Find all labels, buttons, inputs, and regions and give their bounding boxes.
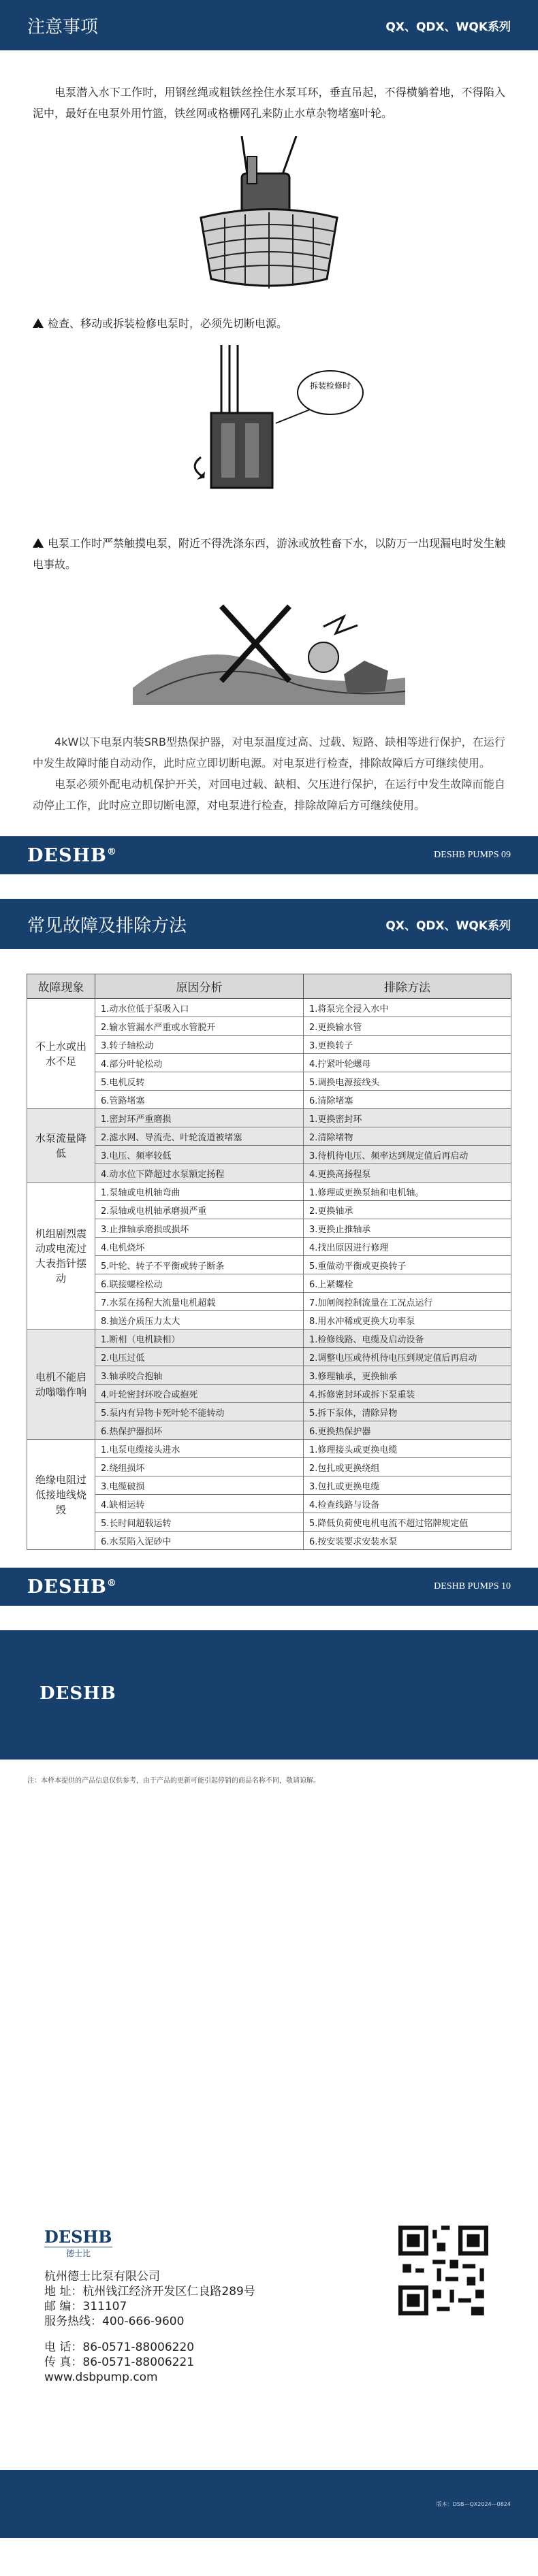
remedy-cell: 2.更换轴承 [304,1201,511,1219]
page-09-header [0,0,538,50]
cause-cell: 3.电缆破损 [95,1476,304,1495]
fault-symptom-cell: 绝缘电阻过低接地线烧毁 [27,1440,95,1550]
page-gap [0,1606,538,1630]
brand-logo [27,1576,117,1598]
cause-cell: 3.止推轴承磨损或损坏 [95,1219,304,1238]
registered-mark: ® [106,846,117,857]
page-10-footer [0,1568,538,1606]
warning-text: 检查、移动或拆装检修电泵时，必须先切断电源。 [48,317,288,330]
remedy-cell: 6.上紧螺栓 [304,1274,511,1293]
fault-symptom-cell: 水泵流量降低 [27,1109,95,1183]
troubleshooting-table [27,974,511,1550]
remedy-cell: 5.重做动平衡或更换转子 [304,1256,511,1274]
table-row [27,1127,511,1146]
callout-text: 拆装检修时 [309,381,351,391]
cause-cell: 6.管路堵塞 [95,1091,304,1109]
table-row [27,1440,511,1458]
cause-cell: 1.密封环严重磨损 [95,1109,304,1127]
table-row [27,1274,511,1293]
motor-switch-paragraph: 电泵必须外配电动机保护开关，对回电过载、缺相、欠压进行保护，在运行中发生故障而能自动停止工作，此时应立即切断电源，对电泵进行检查，排除故障后方可继续使用。 [33,778,505,812]
cause-cell: 2.绕组损坏 [95,1458,304,1476]
table-row [27,1054,511,1072]
remedy-cell: 5.调换电源接线头 [304,1072,511,1091]
cause-cell: 7.水泵在扬程大流量电机超载 [95,1293,304,1311]
brand-text: DESHB [27,1576,107,1598]
cause-cell: 2.输水管漏水严重或水管脱开 [95,1017,304,1036]
remedy-cell: 6.按安装要求安装水泵 [304,1532,511,1550]
back-cover-header [0,1630,538,1760]
back-brand: DESHB [39,1683,116,1704]
table-row [27,1036,511,1054]
remedy-cell: 2.清除堵物 [304,1127,511,1146]
table-row [27,1421,511,1440]
logo-text: DESHB [44,2227,112,2247]
company-tel: 电 话：86-0571-88006220 [44,2341,195,2354]
company-name: 杭州德士比泵有限公司 [44,2270,160,2283]
cause-cell: 5.电机反转 [95,1072,304,1091]
cause-cell: 4.叶轮密封环咬合或抱死 [95,1385,304,1403]
company-logo [44,2227,112,2259]
remedy-cell: 3.更换止推轴承 [304,1219,511,1238]
page-gap [0,874,538,899]
cause-cell: 1.断相（电机缺相） [95,1330,304,1348]
qr-code [398,2226,488,2315]
remedy-cell: 4.检查线路与设备 [304,1495,511,1513]
pump-in-basket-illustration [160,136,378,293]
table-row [27,1256,511,1274]
table-row [27,1091,511,1109]
cause-cell: 1.泵轴或电机轴弯曲 [95,1183,304,1201]
warning-no-touch [0,533,538,575]
cause-cell: 6.热保护器损坏 [95,1421,304,1440]
table-row [27,1495,511,1513]
remedy-cell: 2.更换输水管 [304,1017,511,1036]
cause-cell: 3.转子轴松动 [95,1036,304,1054]
fault-symptom-cell: 不上水或出水不足 [27,999,95,1109]
remedy-cell: 5.拆下泵体，清除异物 [304,1403,511,1421]
remedy-cell: 1.将泵完全浸入水中 [304,999,511,1017]
remedy-cell: 3.修理轴承，更换轴承 [304,1366,511,1385]
page-number: DESHB PUMPS 09 [434,850,511,860]
column-header: 原因分析 [95,974,304,999]
cause-cell: 5.叶轮、转子不平衡或转子断条 [95,1256,304,1274]
table-row [27,1513,511,1532]
company-postcode: 邮 编：311107 [44,2300,127,2313]
cause-cell: 6.联接螺栓松动 [95,1274,304,1293]
remedy-cell: 3.待机待电压、频率达到规定值后再启动 [304,1146,511,1164]
column-header: 故障现象 [27,974,95,999]
cause-cell: 2.电压过低 [95,1348,304,1366]
remedy-cell: 6.清除堵塞 [304,1091,511,1109]
table-row [27,1348,511,1366]
qr-spacer [398,2322,400,2324]
brand-logo [27,845,117,866]
edition-label: 版本：DSB—QX2024—0824 [436,2500,511,2507]
remedy-cell: 3.包扎或更换电缆 [304,1476,511,1495]
table-row [27,1146,511,1164]
remedy-cell: 4.拆修密封环或拆下泵重装 [304,1385,511,1403]
disconnect-power-illustration [146,345,392,501]
logo-subtext: 德士比 [44,2247,112,2259]
table-row [27,1458,511,1476]
remedy-cell: 4.更换高扬程泵 [304,1164,511,1183]
cause-cell: 4.动水位下降超过水泵额定扬程 [95,1164,304,1183]
service-hotline: 服务热线：400-666-9600 [44,2315,185,2328]
cause-cell: 4.缺相运转 [95,1495,304,1513]
remedy-cell: 4.找出原因进行修理 [304,1238,511,1256]
remedy-cell: 5.降低负荷使电机电流不超过铭牌规定值 [304,1513,511,1532]
page-title: 注意事项 [27,16,99,37]
series-label: QX、QDX、WQK系列 [385,20,511,34]
cause-cell: 2.滤水网、导流壳、叶轮流道被堵塞 [95,1127,304,1146]
cause-cell: 1.电泵电缆接头进水 [95,1440,304,1458]
remedy-cell: 3.更换转子 [304,1036,511,1054]
table-row [27,1072,511,1091]
cause-cell: 4.电机烧坏 [95,1238,304,1256]
table-body [27,999,511,1550]
back-cover-body [0,1785,538,2470]
table-row [27,1311,511,1330]
remedy-cell: 8.用水冲稀或更换大功率泵 [304,1311,511,1330]
page-09-footer [0,836,538,874]
page-title: 常见故障及排除方法 [27,915,187,936]
remedy-cell: 2.调整电压或待机待电压到规定值后再启动 [304,1348,511,1366]
registered-mark: ® [106,1577,117,1589]
table-row [27,1330,511,1348]
cause-cell: 4.部分叶轮松动 [95,1054,304,1072]
warning-triangle-icon [33,318,44,328]
cause-cell: 6.水泵陷入泥砂中 [95,1532,304,1550]
cause-cell: 3.电压、频率较低 [95,1146,304,1164]
disclaimer-note: 注：本样本提供的产品信息仅供参考，由于产品的更新可能引起停销的商品名称不同，敬请谅解。 [27,1777,320,1785]
remedy-cell: 4.拧紧叶轮螺母 [304,1054,511,1072]
table-row [27,1403,511,1421]
remedy-cell: 1.更换密封环 [304,1109,511,1127]
warning-text: 电泵工作时严禁触摸电泵，附近不得洗涤东西，游泳或放牲畜下水，以防万一出现漏电时发生触电事故。 [33,537,506,571]
table-row [27,999,511,1017]
fault-symptom-cell: 电机不能启动嗡嗡作响 [27,1330,95,1440]
thermal-protector-paragraph: 4kW以下电泵内装SRB型热保护器，对电泵温度过高、过载、短路、缺相等进行保护，在运行中发生故障时能自动动作，此时应立即切断电源。对电泵进行检查，排除故障后方可继续使用。 [33,736,505,770]
page-number: DESHB PUMPS 10 [434,1581,511,1591]
no-swimming-illustration [119,593,419,708]
page-10-header [0,899,538,949]
cause-cell: 3.轴承咬合抱轴 [95,1366,304,1385]
series-label: QX、QDX、WQK系列 [385,919,511,933]
back-cover-footer [0,2470,538,2538]
warning-disconnect [0,313,538,334]
table-row [27,1293,511,1311]
company-fax: 传 真：86-0571-88006221 [44,2356,195,2369]
table-header-row [27,974,511,999]
cause-cell: 5.泵内有异物卡死叶轮不能转动 [95,1403,304,1421]
table-row [27,1164,511,1183]
company-website: www.dsbpump.com [44,2371,158,2384]
table-row [27,1476,511,1495]
remedy-cell: 1.修理接头或更换电缆 [304,1440,511,1458]
contact-block [0,2269,272,2385]
cause-cell: 5.长时间超载运转 [95,1513,304,1532]
remedy-cell: 1.修理或更换泵轴和电机轴。 [304,1183,511,1201]
table-row [27,1385,511,1403]
table-row [27,1238,511,1256]
cause-cell: 1.动水位低于泵吸入口 [95,999,304,1017]
table-row [27,1219,511,1238]
table-row [27,1201,511,1219]
cause-cell: 2.泵轴或电机轴承磨损严重 [95,1201,304,1219]
cause-cell: 8.抽送介质压力太大 [95,1311,304,1330]
table-row [27,1532,511,1550]
intro-paragraph: 电泵潜入水下工作时，用钢丝绳或粗铁丝拴住水泵耳环，垂直吊起，不得横躺着地，不得陷入泥中，最好在电泵外用竹篮，铁丝网或格栅网孔来防止水草杂物堵塞叶轮。 [33,86,505,120]
remedy-cell: 7.加闸阀控制流量在工况点运行 [304,1293,511,1311]
remedy-cell: 6.更换热保护器 [304,1421,511,1440]
brand-text: DESHB [27,844,107,866]
remedy-cell: 2.包扎或更换绕组 [304,1458,511,1476]
table-row [27,1109,511,1127]
fault-symptom-cell: 机组剧烈震动或电流过大表指针摆动 [27,1183,95,1330]
column-header: 排除方法 [304,974,511,999]
company-address: 地 址：杭州钱江经济开发区仁良路289号 [44,2285,255,2298]
table-row [27,1017,511,1036]
remedy-cell: 1.检修线路、电缆及启动设备 [304,1330,511,1348]
table-row [27,1366,511,1385]
warning-triangle-icon [33,538,44,548]
table-row [27,1183,511,1201]
